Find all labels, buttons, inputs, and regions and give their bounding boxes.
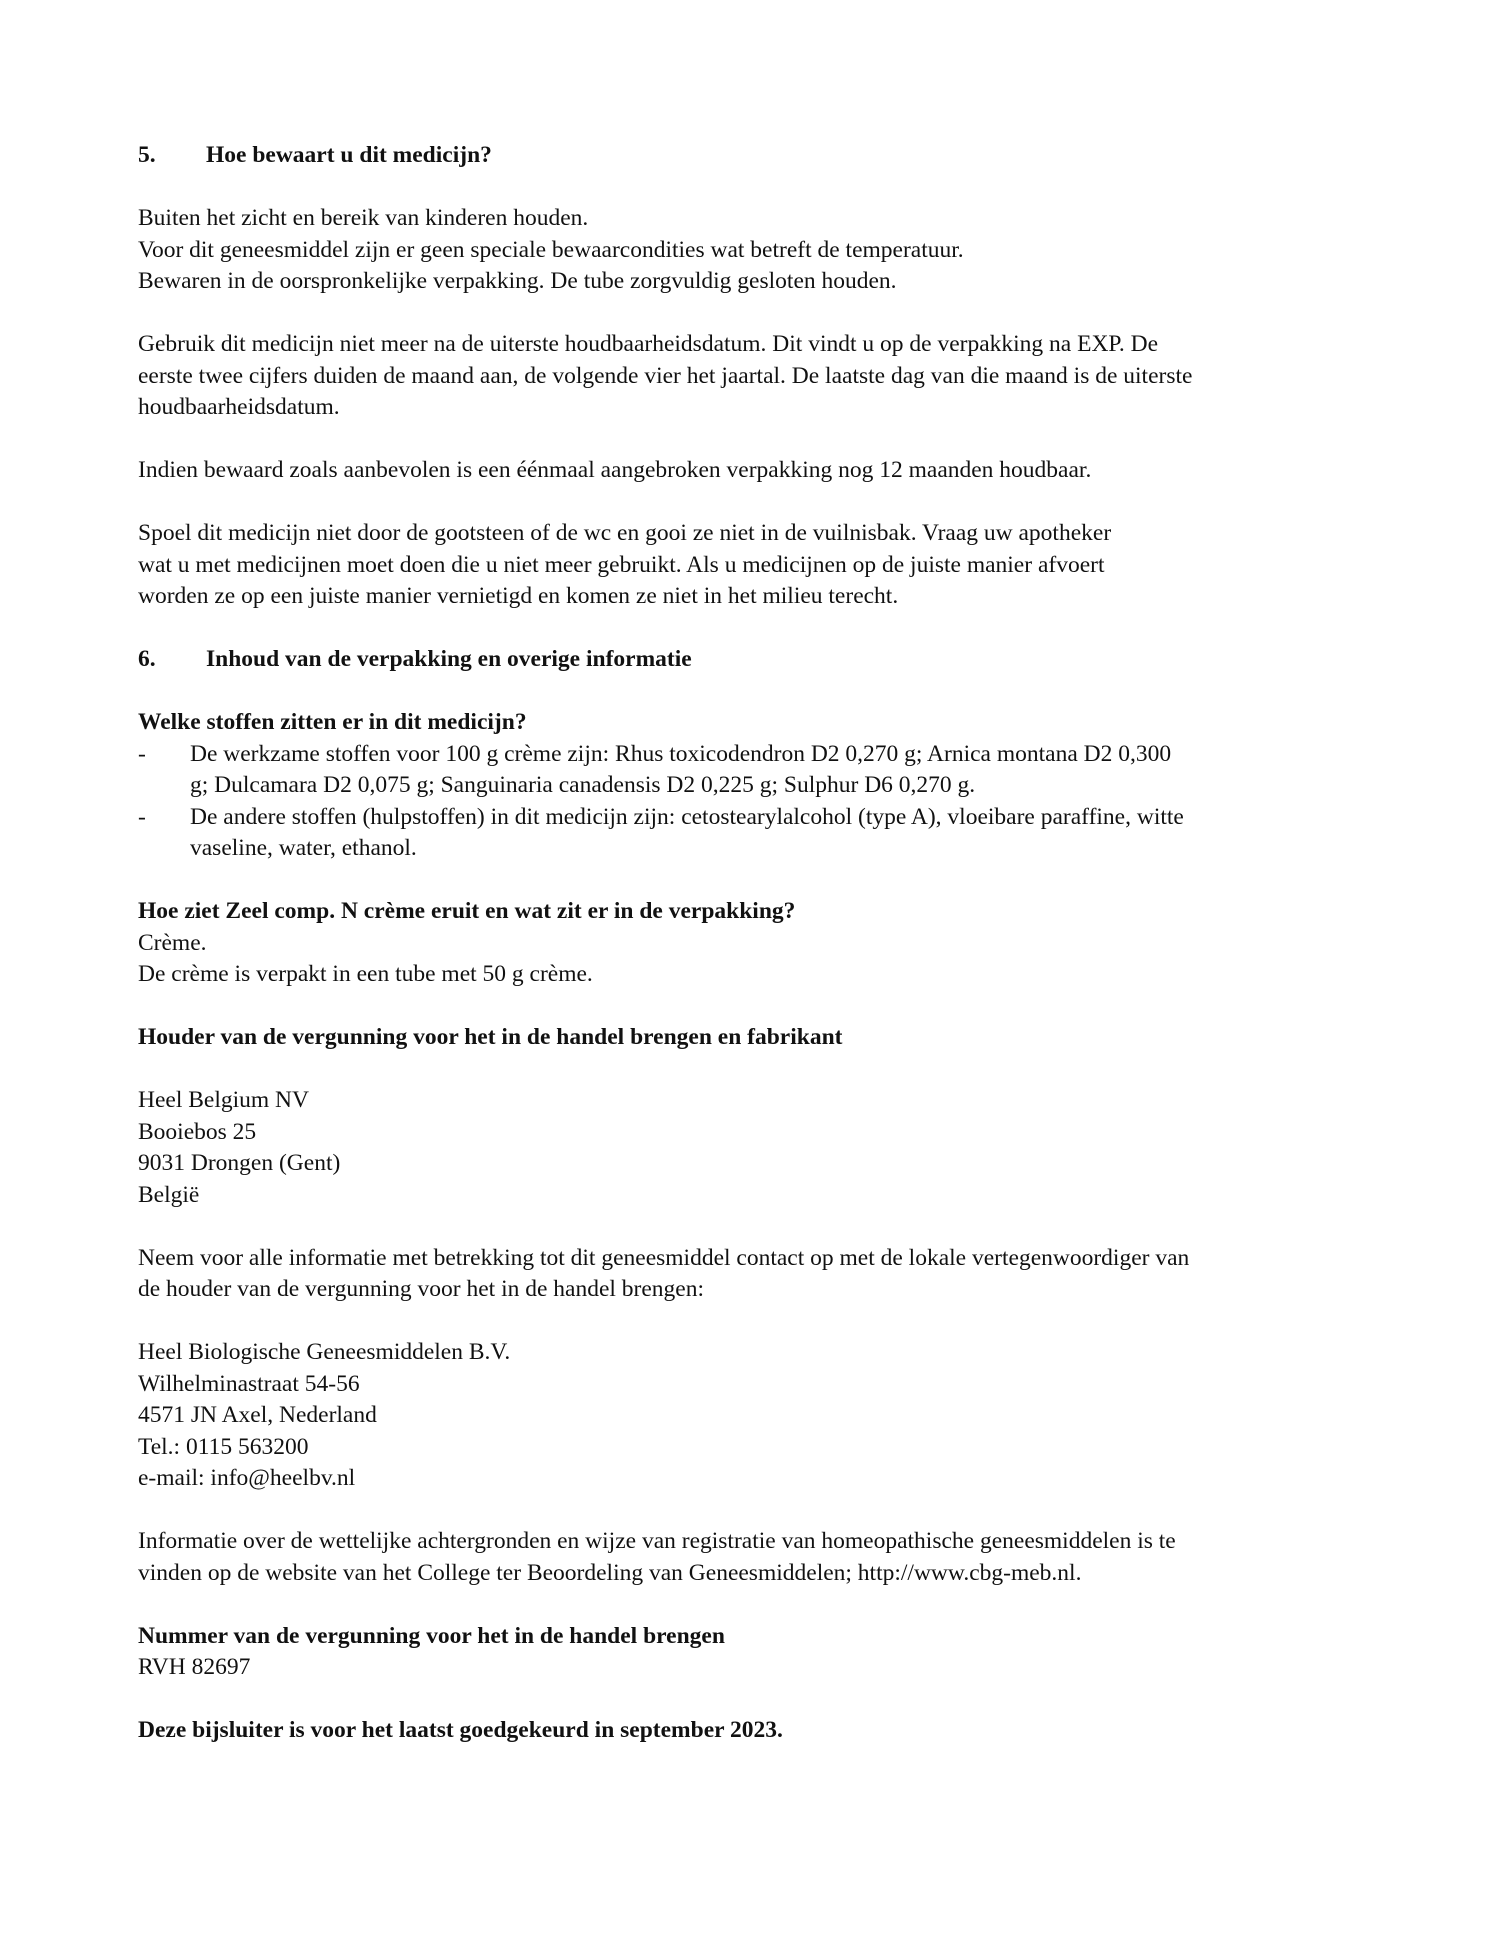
list-item bbox=[138, 802, 1368, 865]
storage-line: Bewaren in de oorspronkelijke verpakking. De tube zorgvuldig gesloten houden. bbox=[138, 268, 897, 294]
address-line: Heel Belgium NV bbox=[138, 1087, 309, 1113]
registration-number: RVH 82697 bbox=[138, 1654, 251, 1680]
contact-line: Neem voor alle informatie met betrekking tot dit geneesmiddel contact op met de lokale vertegenwoordiger van bbox=[138, 1244, 1190, 1271]
storage-paragraph bbox=[138, 203, 1368, 298]
expiry-paragraph bbox=[138, 329, 1368, 424]
disposal-line: Spoel dit medicijn niet door de gootsteen of de wc en gooi ze niet in de vuilnisbak. Vraag uw apotheker bbox=[138, 520, 1112, 546]
section-6-title: Inhoud van de verpakking en overige informatie bbox=[206, 646, 692, 672]
appearance-line: Crème. bbox=[138, 929, 207, 956]
address-line: 4571 JN Axel, Nederland bbox=[138, 1402, 377, 1428]
section-6-heading bbox=[138, 644, 1368, 676]
section-6-number: 6. bbox=[138, 646, 156, 672]
address-line: Wilhelminastraat 54-56 bbox=[138, 1370, 360, 1397]
appearance-heading: Hoe ziet Zeel comp. N crème eruit en wat zit er in de verpakking? bbox=[138, 898, 796, 924]
legal-line: vinden op de website van het College ter Beoordeling van Geneesmiddelen; http://www.cbg-meb.nl. bbox=[138, 1559, 1082, 1586]
storage-line: Voor dit geneesmiddel zijn er geen speciale bewaarcondities wat betreft de temperatuur. bbox=[138, 236, 964, 263]
disposal-line: worden ze op een juiste manier vernietigd en komen ze niet in het milieu terecht. bbox=[138, 583, 899, 609]
substances-list bbox=[138, 739, 1368, 865]
appearance-block bbox=[138, 896, 1368, 991]
contact-intro bbox=[138, 1243, 1368, 1306]
address-line: Booiebos 25 bbox=[138, 1118, 257, 1145]
email-line: e-mail: info@heelbv.nl bbox=[138, 1465, 356, 1491]
disposal-line: wat u met medicijnen moet doen die u niet meer gebruikt. Als u medicijnen op de juiste manier afvoert bbox=[138, 551, 1105, 578]
expiry-line: eerste twee cijfers duiden de maand aan, de volgende vier het jaartal. De laatste dag van die maand is de uiterste bbox=[138, 362, 1193, 389]
legal-line: Informatie over de wettelijke achtergronden en wijze van registratie van homeopathische geneesmiddelen is te bbox=[138, 1528, 1176, 1554]
address-line: Heel Biologische Geneesmiddelen B.V. bbox=[138, 1339, 511, 1365]
contact-line: de houder van de vergunning voor het in de handel brengen: bbox=[138, 1276, 705, 1302]
address-line: België bbox=[138, 1181, 200, 1208]
holder-heading: Houder van de vergunning voor het in de handel brengen en fabrikant bbox=[138, 1024, 843, 1050]
section-5-number: 5. bbox=[138, 142, 156, 168]
legal-info bbox=[138, 1526, 1368, 1589]
approval-statement: Deze bijsluiter is voor het laatst goedgekeurd in september 2023. bbox=[138, 1717, 783, 1743]
holder-address bbox=[138, 1085, 1368, 1211]
dash-bullet: - bbox=[138, 740, 146, 767]
substances-heading: Welke stoffen zitten er in dit medicijn? bbox=[138, 709, 527, 735]
registration-block bbox=[138, 1621, 1368, 1684]
expiry-line: houdbaarheidsdatum. bbox=[138, 394, 340, 420]
phone-line: Tel.: 0115 563200 bbox=[138, 1433, 309, 1460]
expiry-line: Gebruik dit medicijn niet meer na de uiterste houdbaarheidsdatum. Dit vindt u op de verpakking na EXP. De bbox=[138, 331, 1159, 357]
storage-line: Buiten het zicht en bereik van kinderen houden. bbox=[138, 205, 589, 231]
section-5-heading bbox=[138, 140, 1368, 172]
leaflet-page bbox=[138, 140, 1368, 1747]
dash-bullet: - bbox=[138, 803, 146, 830]
list-item-line: vaseline, water, ethanol. bbox=[190, 835, 417, 861]
registration-heading: Nummer van de vergunning voor het in de handel brengen bbox=[138, 1622, 725, 1649]
address-line: 9031 Drongen (Gent) bbox=[138, 1150, 341, 1176]
list-item-line: De werkzame stoffen voor 100 g crème zijn: Rhus toxicodendron D2 0,270 g; Arnica montana D2 0,300 bbox=[190, 740, 1172, 767]
opened-shelf-life: Indien bewaard zoals aanbevolen is een éénmaal aangebroken verpakking nog 12 maanden houdbaar. bbox=[138, 457, 1092, 483]
appearance-line: De crème is verpakt in een tube met 50 g crème. bbox=[138, 961, 593, 987]
section-5-title: Hoe bewaart u dit medicijn? bbox=[206, 142, 492, 168]
representative-address bbox=[138, 1337, 1368, 1495]
list-item bbox=[138, 739, 1368, 802]
disposal-paragraph bbox=[138, 518, 1368, 613]
list-item-line: De andere stoffen (hulpstoffen) in dit medicijn zijn: cetostearylalcohol (type A), vloeibare paraffine, witte bbox=[190, 803, 1184, 830]
list-item-line: g; Dulcamara D2 0,075 g; Sanguinaria canadensis D2 0,225 g; Sulphur D6 0,270 g. bbox=[190, 772, 976, 798]
